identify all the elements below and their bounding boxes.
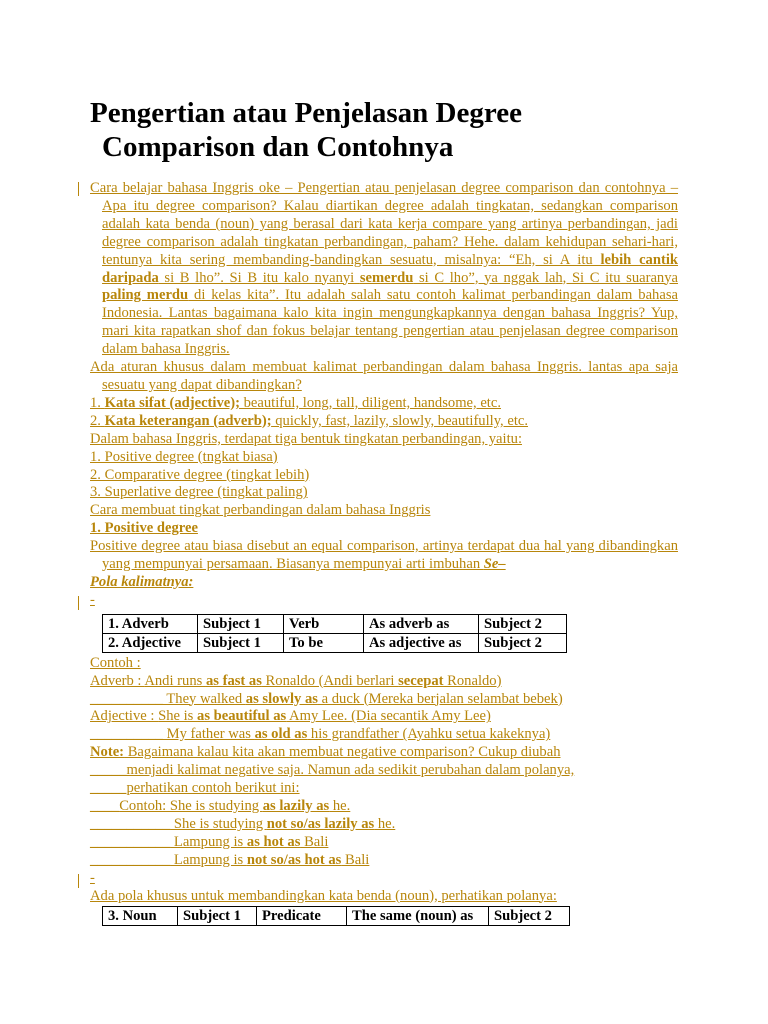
table-cell: As adjective as (364, 633, 479, 652)
degrees-intro: Dalam bahasa Inggris, terdapat tiga bentuk tingkatan perbandingan, yaitu: (90, 430, 522, 447)
title-line-1: Pengertian atau Penjelasan Degree (90, 97, 522, 129)
rule-item-adjective: 1. Kata sifat (adjective); beautiful, long, tall, diligent, handsome, etc. (90, 394, 501, 411)
table-cell: Subject 1 (198, 633, 284, 652)
note-example: ____Contoh: She is studying as lazily as he. (90, 798, 351, 814)
table-cell: 3. Noun (103, 907, 178, 926)
table-cell: Subject 1 (198, 614, 284, 633)
table-cell: As adverb as (364, 614, 479, 633)
rule-item-adverb: 2. Kata keterangan (adverb); quickly, fast, lazily, slowly, beautifully, etc. (90, 412, 529, 429)
table-cell: 2. Adjective (103, 633, 198, 652)
table-cell: 1. Adverb (103, 614, 198, 633)
article-body (90, 180, 678, 926)
table-row (103, 907, 570, 926)
change-bar (78, 182, 79, 196)
note-line: _____menjadi kalimat negative saja. Namun ada sedikit perubahan dalam polanya, (90, 762, 575, 779)
table-row (103, 633, 567, 652)
example-line: Adjective : She is as beautiful as Amy Lee. (Dia secantik Amy Lee) (90, 708, 491, 725)
blank-line: - (90, 592, 678, 610)
table-cell: Subject 2 (479, 614, 567, 633)
noun-intro: Ada pola khusus untuk membandingkan kata benda (noun), perhatikan polanya: (90, 887, 557, 904)
degree-item-comparative: 2. Comparative degree (tingkat lebih) (90, 466, 310, 483)
note-example: ___________ Lampung is as hot as Bali (90, 833, 329, 850)
example-line: __________ They walked as slowly as a duck (Mereka berjalan selambat bebek) (90, 690, 563, 707)
positive-heading: 1. Positive degree (90, 520, 198, 537)
title-line-2: Comparison dan Contohnya (102, 131, 454, 163)
table-cell: Subject 2 (489, 907, 570, 926)
note-example: ___________ Lampung is not so/as hot as Bali (90, 851, 370, 868)
pattern-table-noun (102, 906, 570, 926)
rules-intro: Ada aturan khusus dalam membuat kalimat perbandingan dalam bahasa Inggris. lantas apa saja sesuatu yang dapat dibandingkan? (90, 359, 678, 393)
examples-label: Contoh : (90, 654, 141, 671)
table-cell: The same (noun) as (347, 907, 489, 926)
table-cell: Verb (284, 614, 364, 633)
note-line: _____perhatikan contoh berikut ini: (90, 780, 300, 797)
page-title (90, 96, 678, 164)
example-line: Adverb : Andi runs as fast as Ronaldo (Andi berlari secepat Ronaldo) (90, 672, 502, 689)
table-cell: Subject 2 (479, 633, 567, 652)
example-line: __________ My father was as old as his grandfather (Ayahku setua kakeknya) (90, 726, 551, 743)
table-cell: Predicate (257, 907, 347, 926)
degrees-how: Cara membuat tingkat perbandingan dalam bahasa Inggris (90, 502, 431, 519)
positive-description: Positive degree atau biasa disebut an equal comparison, artinya terdapat dua hal yang dibandingkan yang mempunyai persamaan. Biasanya mempunyai arti imbuhan Se– (90, 538, 678, 573)
degree-item-positive: 1. Positive degree (tngkat biasa) (90, 448, 278, 465)
degree-item-superlative: 3. Superlative degree (tingkat paling) (90, 484, 308, 501)
note-example: ___________ She is studying not so/as lazily as he. (90, 815, 396, 832)
table-row (103, 614, 567, 633)
blank-line: - (90, 870, 678, 888)
pattern-table-positive (102, 614, 567, 653)
note-line: Note: Bagaimana kalau kita akan membuat negative comparison? Cukup diubah (90, 744, 561, 761)
intro-paragraph: Cara belajar bahasa Inggris oke – Pengertian atau penjelasan degree comparison dan contohnya – Apa itu degree comparison? Kalau diartikan degree adalah tingkatan, sedangkan comparison adalah kata benda (noun) yang berasal dari kata kerja compare yang artinya perbandingan, jadi degree comparison adalah tingkatan perbandingan, paham? Hehe. dalam kehidupan sehari-hari, tentunya kita sering membanding-bandingkan sesuatu, misalnya: “Eh, si A itu lebih cantik daripada si B lho”. Si B itu kalo nyanyi semerdu si C lho”, ya nggak lah, Si C itu suaranya paling merdu di kelas kita”. Itu adalah salah satu contoh kalimat perbandingan dalam bahasa Indonesia. Lantas bagaimana kalo kita ingin mengungkapkannya dengan bahasa Inggris? Yup, mari kita rapatkan shof dan fokus belajar tentang pengertian atau penjelasan degree comparison dalam bahasa Inggris. (90, 180, 679, 358)
table-cell: To be (284, 633, 364, 652)
table-cell: Subject 1 (178, 907, 257, 926)
pola-label: Pola kalimatnya: (90, 573, 194, 590)
